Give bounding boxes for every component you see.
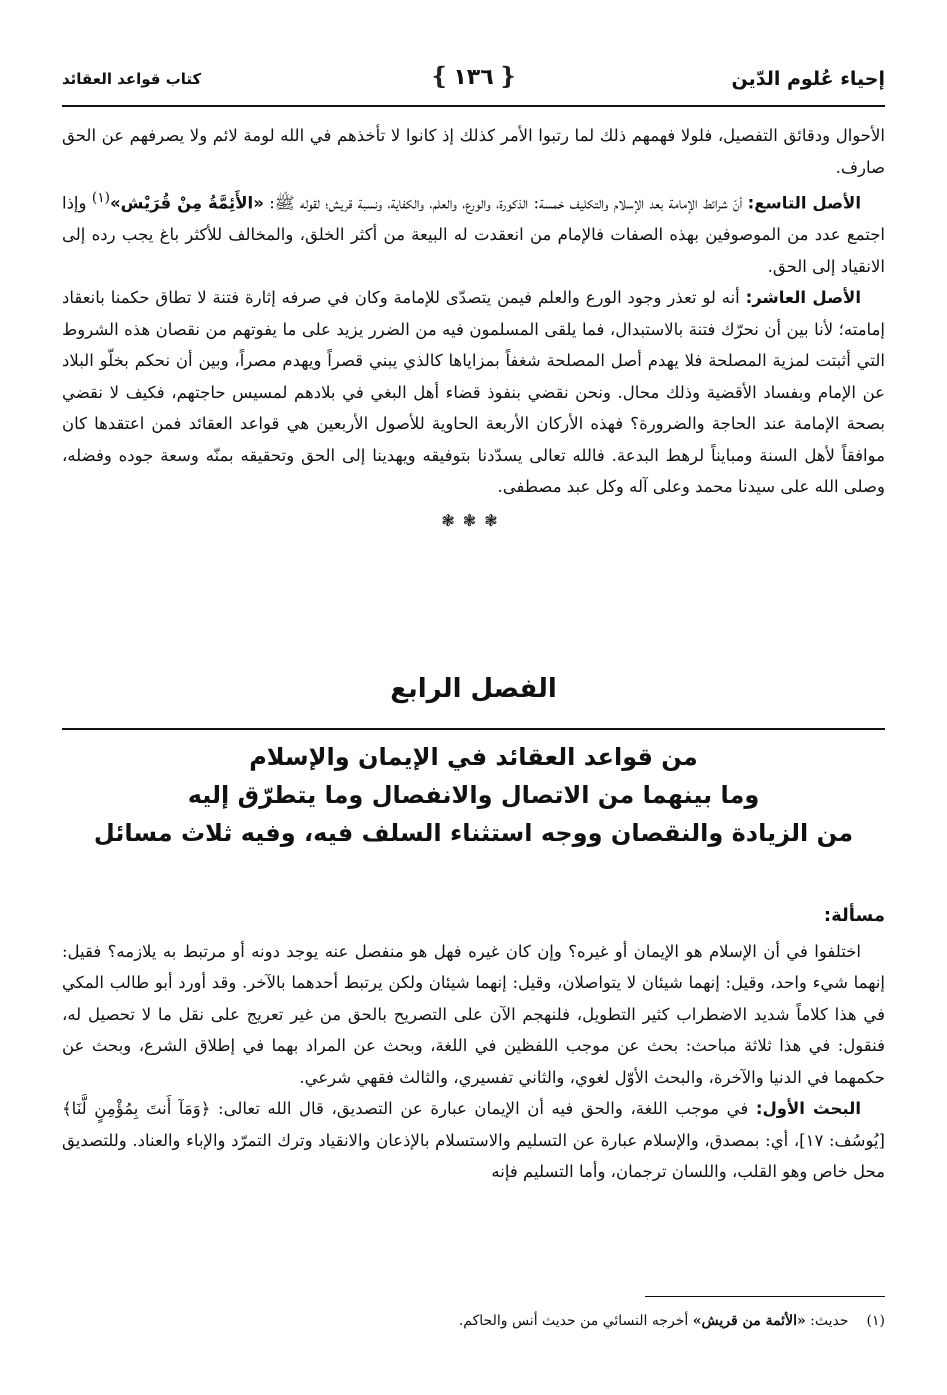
ninth-principle-text-a: أنّ شرائط الإمامة بعد الإسلام والتكليف خمسة: الذكورة، والورع، والعلم، والكفاية، ونسبة قريش؛ لقوله ﷺ: bbox=[263, 193, 748, 213]
hadith-quote: «الأَئِمَّةُ مِنْ قُرَيْش» bbox=[109, 193, 264, 213]
tenth-principle-heading: الأصل العاشر: bbox=[745, 288, 862, 307]
footnote-quote: «الأئمة من قريش» bbox=[692, 1313, 806, 1329]
first-inquiry-text: في موجب اللغة، والحق فيه أن الإيمان عبارة عن التصديق، قال الله تعالى: ﴿وَمَآ أَنتَ بِمُؤْمِنٍ لَّنَا﴾ [يُوسُف: ١٧]، أي: بمصدق، والإسلام عبارة عن التسليم والاستسلام بالإذعان والانقياد وترك التمرّد والإباء والعناد. وللتصديق محل خاص وهو القلب، واللسان ترجمان، وأما التسليم فإنه bbox=[62, 1099, 885, 1181]
first-inquiry-heading: البحث الأول: bbox=[755, 1099, 861, 1118]
bottom-body bbox=[62, 900, 885, 1188]
section-heading-line-3: من الزيادة والنقصان ووجه استثناء السلف فيه، وفيه ثلاث مسائل bbox=[93, 819, 854, 847]
section-separator-stars: ❃❃❃ bbox=[441, 510, 506, 530]
tenth-principle-text: أنه لو تعذر وجود الورع والعلم فيمن يتصدّى للإمامة وكان في صرفه إثارة فتنة لا تطاق حكمنا بانعقاد إمامته؛ لأنا بين أن نحرّك فتنة بالاستبدال، فما يلقى المسلمون فيه من الضرر يزيد على ما يفوتهم من نقصان هذه الشروط التي أثبتت لمزية المصلحة فلا يهدم أصل المصلحة شغفاً بمزاياها كالذي يبني قصراً ويهدم مصراً، وبين أن نحكم بخلّو البلاد عن الإمام وبفساد الأقضية وذلك محال. ونحن نقضي بنفوذ قضاء أهل البغي في بلادهم لمسيس حاجتهم، فكيف لا نقضي بصحة الإمامة عند الحاجة والضرورة؟ فهذه الأركان الأربعة الحاوية للأصول الأربعين هي قواعد العقائد فمن اعتقدها كان موافقاً لأهل السنة ومبايناً لرهط البدعة. فالله تعالى يسدّدنا بتوفيقه ويهدينا إلى الحق وتحقيقه بمنّه وسعة جوده وفضله، وصلى الله على سيدنا محمد وعلى آله وكل عبد مصطفى. bbox=[62, 288, 885, 496]
section-heading-line-2: وما بينهما من الاتصال والانفصال وما يتطرّق إليه bbox=[187, 781, 760, 809]
top-body bbox=[62, 120, 885, 536]
book-title: إحياء عُلوم الدّين bbox=[731, 68, 885, 90]
footnote-reference[interactable]: (١) bbox=[91, 190, 110, 206]
page-header bbox=[62, 62, 885, 102]
paragraph-tenth-principle bbox=[62, 282, 885, 503]
footnote-number: (١) bbox=[866, 1313, 885, 1329]
section-heading bbox=[62, 738, 885, 852]
masala-heading: مسألة: bbox=[823, 905, 885, 926]
ninth-principle-heading: الأصل التاسع: bbox=[747, 193, 861, 213]
page-number bbox=[425, 62, 522, 90]
paragraph-ninth-principle bbox=[62, 183, 885, 282]
footnote-prefix: حديث: bbox=[805, 1313, 849, 1329]
paragraph-masala-intro: اختلفوا في أن الإسلام هو الإيمان أو غيره؟ وإن كان غيره فهل هو منفصل عنه يوجد دونه أو مرتبط به يلازمه؟ فقيل: إنهما شيء واحد، وقيل: إنهما شيئان لا يتواصلان، وقيل: إنهما شيئان ولكن يرتبط أحدهما بالآخر. وقد أورد أبو طالب المكي في هذا كلاماً شديد الاضطراب كثير التطويل، فلنهجم الآن على التصريح بالحق من غير تعريج على نقل ما لا تحصيل له، فنقول: في هذا ثلاثة مباحث: بحث عن موجب اللفظين في اللغة، وبحث عن المراد بهما في إطلاق الشرع، وبحث عن حكمهما في الدنيا والآخرة، والبحث الأوّل لغوي، والثاني تفسيري، والثالث فقهي شرعي. bbox=[62, 941, 885, 1087]
paragraph-first-inquiry bbox=[62, 1093, 885, 1188]
ornament-right-icon: ❴ bbox=[497, 62, 518, 90]
footnote-suffix: أخرجه النسائي من حديث أنس والحاكم. bbox=[458, 1313, 693, 1329]
footnote bbox=[62, 1310, 885, 1332]
footnote-divider bbox=[645, 1296, 885, 1297]
ninth-principle-text-b: وإذا اجتمع عدد من الموصوفين بهذه الصفات فالإمام من انعقدت له البيعة من أكثر الخلق، والمخالف للأكثر باغ يجب رده إلى الانقياد إلى الحق. bbox=[62, 193, 885, 276]
chapter-heading: الفصل الرابع bbox=[390, 674, 557, 704]
page-number-value: ١٣٦ bbox=[453, 65, 494, 90]
ornament-left-icon: ❵ bbox=[429, 62, 450, 90]
chapter-divider bbox=[62, 728, 885, 730]
section-heading-line-1: من قواعد العقائد في الإيمان والإسلام bbox=[249, 743, 698, 771]
paragraph-continuation: الأحوال ودقائق التفصيل، فلولا فهمهم ذلك لما رتبوا الأمر كذلك إذ كانوا لا تأخذهم في الله لومة لائم ولا يصرفهم عن الحق صارف. bbox=[62, 126, 885, 177]
header-divider bbox=[62, 105, 885, 107]
chapter-title: كتاب قواعد العقائد bbox=[62, 70, 202, 88]
